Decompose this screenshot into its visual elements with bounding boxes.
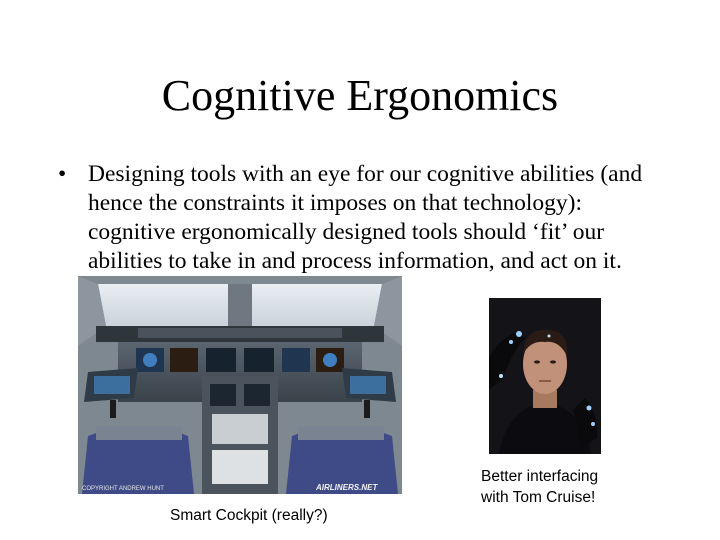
- slide-title: Cognitive Ergonomics: [161, 71, 559, 120]
- tom-cruise-caption-line1: Better interfacing: [481, 468, 599, 485]
- cockpit-watermark-left: COPYRIGHT ANDREW HUNT: [82, 486, 164, 492]
- bullet-text: Designing tools with an eye for our cognitive abilities (and hence the constraints it imposes on that technology): cognitive ergonomically designed tools should ‘fit’ our abilities to take in and process information, and act on it.: [88, 161, 643, 274]
- cockpit-image: [78, 276, 402, 494]
- cockpit-watermark-right: AIRLINERS.NET: [316, 483, 378, 492]
- bullet-dot: •: [58, 161, 67, 187]
- tom-cruise-caption: [481, 466, 641, 508]
- tom-cruise-illustration: [489, 298, 601, 454]
- cockpit-illustration: [78, 276, 402, 494]
- tom-cruise-caption-line2: with Tom Cruise!: [481, 489, 596, 506]
- cockpit-caption: Smart Cockpit (really?): [170, 507, 328, 524]
- tom-cruise-image: [489, 298, 601, 454]
